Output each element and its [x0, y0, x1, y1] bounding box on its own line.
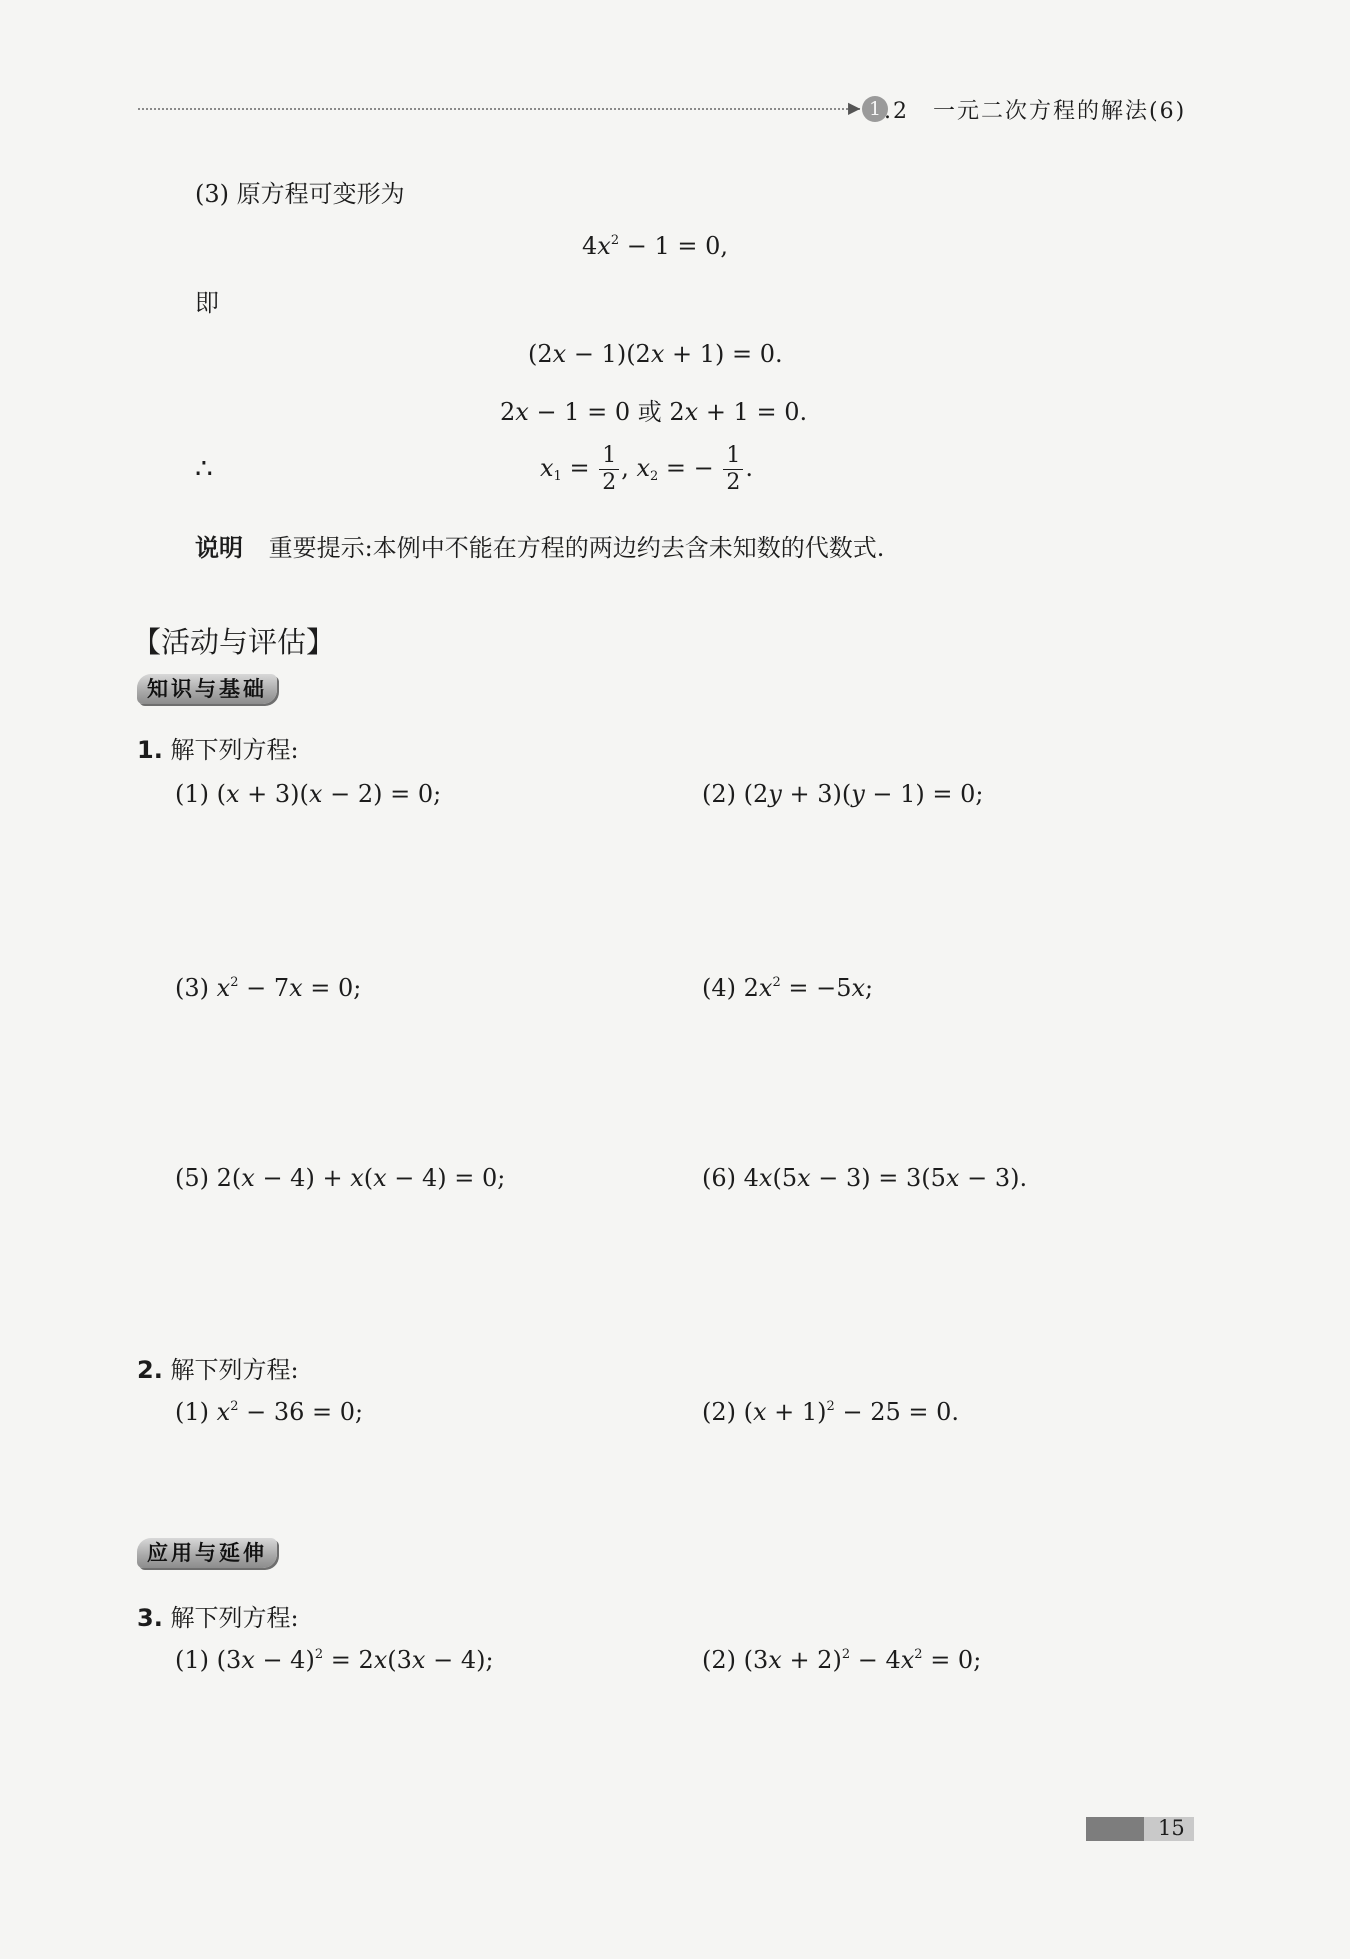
- problem-3-stem: 3. 解下列方程:: [137, 1604, 299, 1632]
- note-text: 重要提示:本例中不能在方程的两边约去含未知数的代数式.: [268, 534, 885, 562]
- equation-4x2-minus-1: $4x^2 - 1 = 0$,: [582, 232, 729, 260]
- header-section-title: .2 一元二次方程的解法(6): [884, 99, 1187, 124]
- problem-3-2: (2) $(3x + 2)^2 - 4x^2 = 0$;: [702, 1646, 982, 1674]
- roots-equation: $x_1$ = $\frac{1}{2}$ , $x_2$ = − $\frac{1}{2}$ .: [540, 443, 754, 495]
- problem-1-1: (1) (x + 3)(x − 2) = 0;: [175, 780, 442, 808]
- header-dotted-rule: [138, 108, 860, 110]
- problem-3-1: (1) $(3x - 4)^2 = 2x(3x - 4)$;: [175, 1646, 494, 1674]
- therefore-symbol: ∴: [195, 452, 213, 485]
- problem-1-3: (3) $x^2 - 7x = 0$;: [175, 974, 362, 1002]
- fraction-one-half-neg: $\frac{1}{2}$: [723, 443, 743, 496]
- problem-1-stem: 1. 解下列方程:: [137, 736, 299, 764]
- problem-1-5: (5) 2(x − 4) + x(x − 4) = 0;: [175, 1164, 506, 1192]
- problem-1-6: (6) 4x(5x − 3) = 3(5x − 3).: [702, 1164, 1028, 1192]
- problem-2-stem: 2. 解下列方程:: [137, 1356, 299, 1384]
- solution-intro: (3) 原方程可变形为: [195, 180, 405, 208]
- equation-factored: (2x − 1)(2x + 1) = 0.: [528, 340, 783, 368]
- equation-split: 2x − 1 = 0 或 2x + 1 = 0.: [500, 398, 808, 426]
- fraction-one-half: $\frac{1}{2}$: [599, 443, 619, 496]
- ji-word: 即: [195, 289, 219, 317]
- note-line: [195, 528, 884, 563]
- page-number: 15: [1158, 1816, 1185, 1840]
- header-arrow-icon: ▶: [848, 98, 861, 117]
- problem-2-1: (1) $x^2 - 36 = 0$;: [175, 1398, 364, 1426]
- note-label: 说明: [195, 534, 243, 562]
- problem-2-2: (2) $(x + 1)^2 - 25 = 0$.: [702, 1398, 959, 1426]
- tag-basics: 知识与基础: [137, 674, 277, 704]
- problem-1-2: (2) (2y + 3)(y − 1) = 0;: [702, 780, 984, 808]
- activity-section-title: 【活动与评估】: [132, 625, 336, 659]
- page-number-bar: [1086, 1817, 1144, 1841]
- tag-application: 应用与延伸: [137, 1538, 277, 1568]
- problem-1-4: (4) $2x^2 = -5x$;: [702, 974, 874, 1002]
- header-chapter-badge: 1: [862, 96, 888, 122]
